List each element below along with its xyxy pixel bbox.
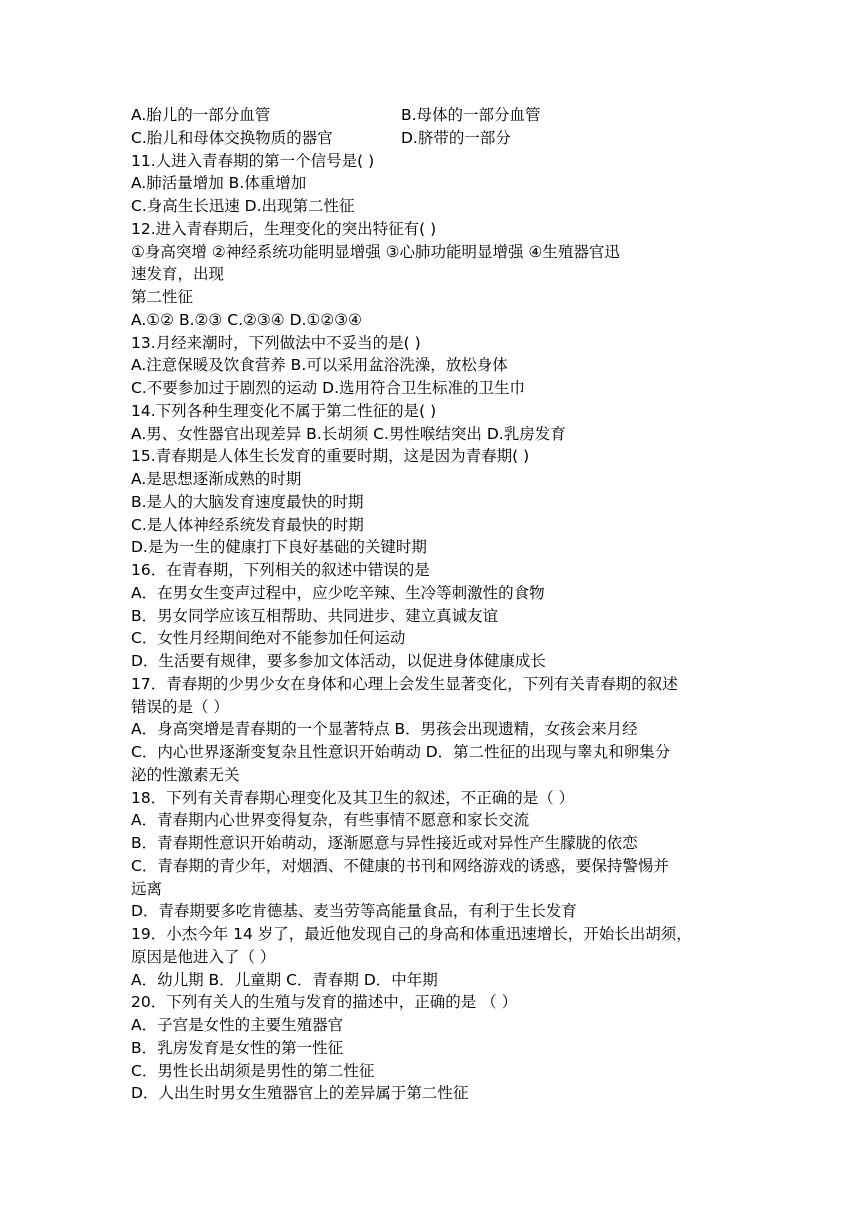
text-line: ①身高突增 ②神经系统功能明显增强 ③心肺功能明显增强 ④生殖器官迅 (131, 242, 620, 261)
text-line: 远离 (131, 879, 163, 898)
question-lines (131, 150, 743, 1106)
text-line: A．身高突增是青春期的一个显著特点 B．男孩会出现遗精，女孩会来月经 (131, 720, 638, 739)
text-line: 错误的是（ ） (131, 697, 229, 716)
q10-option-b: B.母体的一部分血管 (401, 106, 541, 124)
text-line: A．青春期内心世界变得复杂，有些事情不愿意和家长交流 (131, 811, 530, 830)
text-line: B.是人的大脑发育速度最快的时期 (131, 492, 364, 511)
text-line: 20．下列有关人的生殖与发育的描述中，正确的是 （ ） (131, 993, 518, 1012)
text-line: C．内心世界逐渐变复杂且性意识开始萌动 D．第二性征的出现与睾丸和卵集分 (131, 743, 671, 761)
text-line: B．乳房发育是女性的第一性征 (131, 1038, 344, 1057)
text-line: 19．小杰今年 14 岁了，最近他发现自己的身高和体重迅速增长，开始长出胡须， (131, 925, 692, 943)
text-line: A.男、女性器官出现差异 B.长胡须 C.男性喉结突出 D.乳房发育 (131, 424, 566, 443)
text-line: 第二性征 (131, 288, 194, 306)
q10-options-row-2 (131, 127, 743, 150)
question-text-block (131, 104, 743, 1105)
q10-options-row-1 (131, 104, 743, 127)
text-line: C.身高生长迅速 D.出现第二性征 (131, 197, 355, 215)
text-line: B．男女同学应该互相帮助、共同进步、建立真诚友谊 (131, 606, 499, 625)
text-line: 泌的性激素无关 (131, 765, 240, 784)
text-line: C.不要参加过于剧烈的运动 D.选用符合卫生标准的卫生巾 (131, 379, 526, 397)
text-line: A.注意保暖及饮食营养 B.可以采用盆浴洗澡，放松身体 (131, 356, 508, 375)
q10-option-d: D.脐带的一部分 (401, 128, 511, 147)
text-line: A．在男女生变声过程中，应少吃辛辣、生冷等刺激性的食物 (131, 583, 545, 602)
text-line: 15.青春期是人体生长发育的重要时期，这是因为青春期( ) (131, 447, 530, 466)
text-line: D．青春期要多吃肯德基、麦当劳等高能量食品，有利于生长发育 (131, 902, 577, 921)
text-line: 14.下列各种生理变化不属于第二性征的是( ) (131, 401, 437, 420)
text-line: A.肺活量增加 B.体重增加 (131, 174, 307, 193)
text-line: 13.月经来潮时，下列做法中不妥当的是( ) (131, 333, 421, 352)
text-line: C.是人体神经系统发育最快的时期 (131, 515, 364, 534)
text-line: 12.进入青春期后，生理变化的突出特征有( ) (131, 219, 437, 238)
text-line: C．青春期的青少年，对烟酒、不健康的书刊和网络游戏的诱惑，要保持警惕并 (131, 856, 669, 875)
text-line: 速发育，出现 (131, 265, 225, 284)
text-line: 17．青春期的少男少女在身体和心理上会发生显著变化，下列有关青春期的叙述 (131, 674, 678, 693)
text-line: 原因是他进入了（ ） (131, 947, 276, 966)
text-line: C．男性长出胡须是男性的第二性征 (131, 1061, 375, 1080)
text-line: B．青春期性意识开始萌动，逐渐愿意与异性接近或对异性产生朦胧的依恋 (131, 834, 638, 852)
text-line: A．子宫是女性的主要生殖器官 (131, 1016, 344, 1034)
text-line: A.①② B.②③ C.②③④ D.①②③④ (131, 310, 363, 329)
text-line: A．幼儿期 B．儿童期 C．青春期 D．中年期 (131, 970, 438, 989)
text-line: D．生活要有规律，要多参加文体活动，以促进身体健康成长 (131, 652, 546, 670)
text-line: C．女性月经期间绝对不能参加任何运动 (131, 629, 406, 648)
q10-option-c: C.胎儿和母体交换物质的器官 (131, 128, 333, 147)
text-line: D．人出生时男女生殖器官上的差异属于第二性征 (131, 1084, 469, 1103)
text-line: 11.人进入青春期的第一个信号是( ) (131, 151, 375, 170)
text-line: 18．下列有关青春期心理变化及其卫生的叙述，不正确的是（ ） (131, 788, 575, 807)
q10-option-a: A.胎儿的一部分血管 (131, 106, 271, 124)
text-line: 16．在青春期，下列相关的叙述中错误的是 (131, 561, 430, 579)
text-line: A.是思想逐渐成熟的时期 (131, 470, 302, 488)
text-line: D.是为一生的健康打下良好基础的关键时期 (131, 538, 427, 557)
